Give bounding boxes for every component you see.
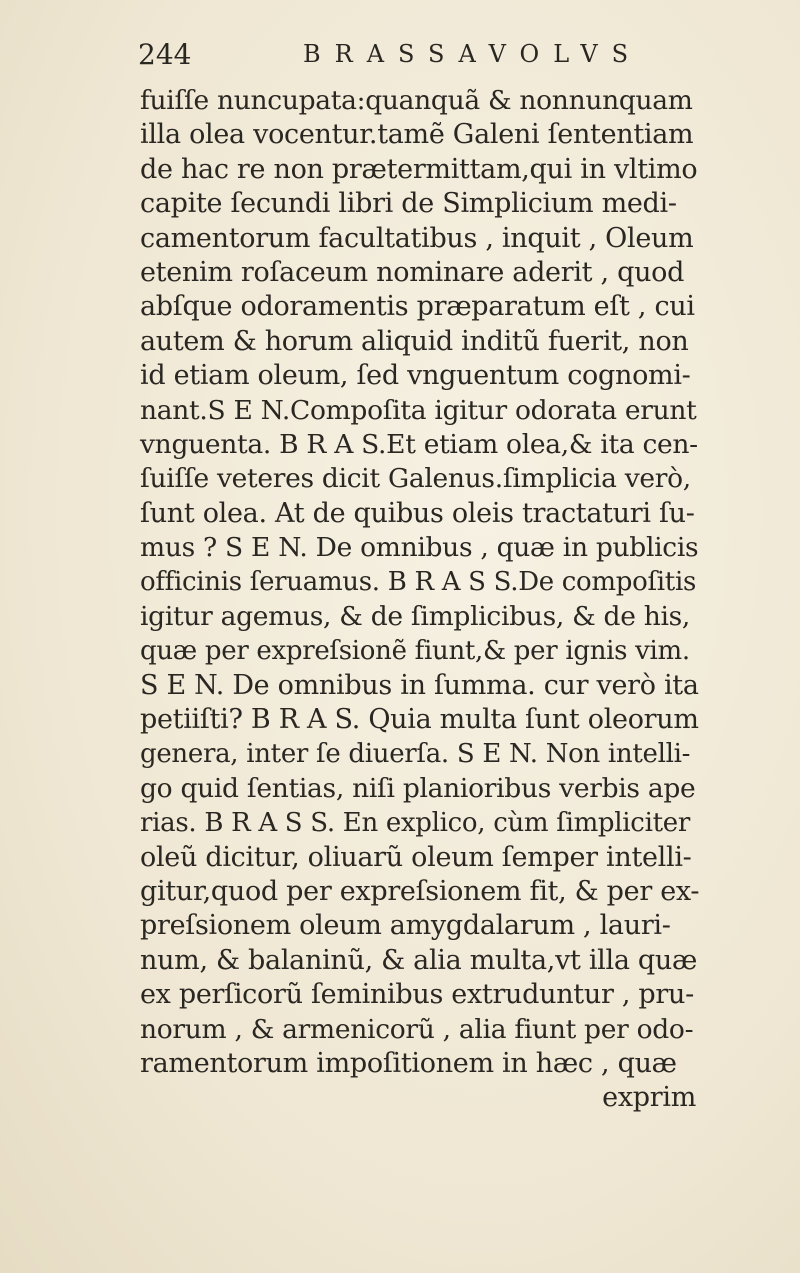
text-line: vnguenta. B R A S.Et etiam olea,& ita cen- xyxy=(140,428,698,460)
text-line: petiiſti? B R A S. Quia multa ſunt oleorum xyxy=(140,704,699,736)
text-line: go quid ſentias, niſi planioribus verbis ape xyxy=(140,772,696,804)
text-line: ramentorum impoſitionem in hæc , quæ xyxy=(140,1047,677,1079)
text-line: rias. B R A S S. En explico, cùm ſimpliciter xyxy=(140,808,690,839)
text-line: ex perſicorũ ſeminibus extruduntur , pru- xyxy=(140,979,694,1011)
text-line: de hac re non prætermittam,qui in vltimo xyxy=(140,153,698,185)
text-line: ſuiſſe veteres dicit Galenus.ſimplicia verò, xyxy=(140,463,691,495)
catchword: exprim xyxy=(602,1082,696,1114)
text-line: oleũ dicitur, oliuarũ oleum ſemper intelli- xyxy=(140,841,692,873)
text-line: id etiam oleum, ſed vnguentum cognomi- xyxy=(140,360,691,392)
text-line: genera, inter ſe diuerſa. S E N. Non intelli- xyxy=(140,739,691,770)
text-line: gitur,quod per expreſsionem fit, & per ex- xyxy=(140,875,700,907)
page-header xyxy=(138,38,698,78)
running-head: BRASSAVOLVS xyxy=(303,40,643,68)
text-line: officinis ſeruamus. B R A S S.De compoſitis xyxy=(140,567,697,598)
body-text xyxy=(140,84,700,1116)
text-line: camentorum facultatibus , inquit , Oleum xyxy=(140,222,694,254)
text-line: etenim roſaceum nominare aderit , quod xyxy=(140,256,685,288)
text-line: igitur agemus, & de ſimplicibus, & de his, xyxy=(140,600,691,632)
text-line: abſque odoramentis præparatum eſt , cui xyxy=(140,291,695,323)
page-number: 244 xyxy=(138,38,192,71)
text-line: capite ſecundi libri de Simplicium medi- xyxy=(140,188,677,220)
text-line: ſunt olea. At de quibus oleis tractaturi ſu- xyxy=(140,497,695,529)
text-line: S E N. De omnibus in ſumma. cur verò ita xyxy=(140,669,699,701)
text-line: autem & horum aliquid inditũ fuerit, non xyxy=(140,325,689,357)
text-line: illa olea vocentur.tamẽ Galeni ſententiam xyxy=(140,119,694,151)
text-line: nant.S E N.Compoſita igitur odorata erunt xyxy=(140,394,697,426)
text-line: norum , & armenicorũ , alia fiunt per odo- xyxy=(140,1013,694,1045)
text-line: num, & balaninũ, & alia multa,vt illa quæ xyxy=(140,944,698,976)
text-line: fuiſſe nuncupata:quanquã & nonnunquam xyxy=(140,85,693,116)
text-line: preſsionem oleum amygdalarum , lauri- xyxy=(140,910,671,942)
text-line: quæ per expreſsionẽ fiunt,& per ignis vim. xyxy=(140,636,690,667)
text-line: mus ? S E N. De omnibus , quæ in publicis xyxy=(140,532,699,564)
